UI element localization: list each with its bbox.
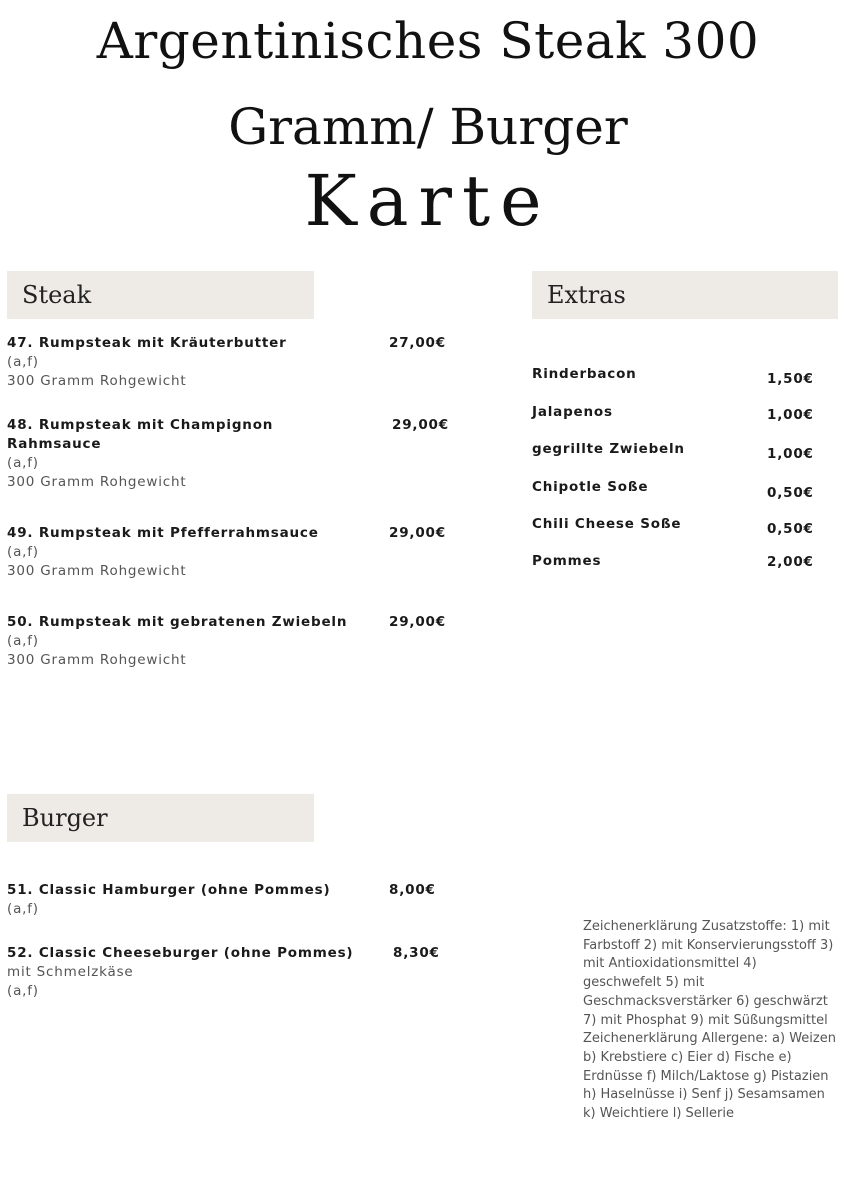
extra-name: Rinderbacon — [532, 366, 637, 382]
extra-price: 0,50€ — [767, 521, 814, 537]
menu-title-line-3: Karte — [304, 160, 552, 242]
legend — [583, 918, 838, 1124]
extra-item-gegrillte-zwiebeln — [532, 441, 832, 461]
burger-section-header: Burger — [7, 794, 314, 842]
item-allergens: (a,f) — [7, 354, 39, 370]
item-price: 29,00€ — [389, 614, 446, 630]
item-name: 48. Rumpsteak mit Champignon Rahmsauce — [7, 417, 274, 452]
item-price: 27,00€ — [389, 335, 446, 351]
extras-section-header: Extras — [532, 271, 838, 319]
extra-price: 1,00€ — [767, 407, 814, 423]
item-price: 29,00€ — [392, 417, 449, 433]
extra-price: 1,00€ — [767, 446, 814, 462]
item-allergens: (a,f) — [7, 544, 39, 560]
menu-title-line-2: Gramm/ Burger — [228, 98, 628, 156]
item-note: 300 Gramm Rohgewicht — [7, 652, 187, 668]
extra-name: gegrillte Zwiebeln — [532, 441, 685, 457]
item-name: 49. Rumpsteak mit Pfefferrahmsauce — [7, 525, 319, 541]
menu-item-51 — [7, 881, 457, 919]
item-name: 52. Classic Cheeseburger (ohne Pommes) — [7, 945, 354, 961]
item-name: 47. Rumpsteak mit Kräuterbutter — [7, 335, 287, 351]
item-allergens: (a,f) — [7, 983, 39, 999]
steak-section-header: Steak — [7, 271, 314, 319]
item-allergens: (a,f) — [7, 455, 39, 471]
menu-item-47 — [7, 334, 457, 391]
extra-price: 2,00€ — [767, 554, 814, 570]
item-allergens: (a,f) — [7, 901, 39, 917]
extra-price: 0,50€ — [767, 485, 814, 501]
item-price: 29,00€ — [389, 525, 446, 541]
menu-item-48 — [7, 416, 457, 492]
extra-item-rinderbacon — [532, 366, 832, 386]
item-price: 8,30€ — [393, 945, 440, 961]
extra-name: Jalapenos — [532, 404, 613, 420]
menu-item-52 — [7, 944, 457, 1001]
item-note: 300 Gramm Rohgewicht — [7, 373, 187, 389]
menu-item-50 — [7, 613, 457, 670]
extra-name: Pommes — [532, 553, 602, 569]
menu-item-49 — [7, 524, 457, 581]
item-price: 8,00€ — [389, 882, 436, 898]
item-name: 50. Rumpsteak mit gebratenen Zwiebeln — [7, 614, 348, 630]
extra-item-jalapenos — [532, 404, 832, 424]
extra-item-pommes — [532, 553, 832, 573]
legend-allergens: Zeichenerklärung Allergene: a) Weizen b) Krebstiere c) Eier d) Fische e) Erdnüsse f) Milch/Laktose g) Pistazien h) Haselnüsse i) Senf j) Sesamsamen k) Weichtiere l) Sellerie — [583, 1031, 836, 1122]
extra-name: Chipotle Soße — [532, 479, 649, 495]
extra-item-chili-cheese-sosse — [532, 516, 832, 536]
extra-item-chipotle-sosse — [532, 479, 832, 499]
item-note: mit Schmelzkäse — [7, 964, 134, 980]
item-note: 300 Gramm Rohgewicht — [7, 563, 187, 579]
legend-additives: Zeichenerklärung Zusatzstoffe: 1) mit Farbstoff 2) mit Konservierungsstoff 3) mit Antioxidationsmittel 4) geschwefelt 5) mit Geschmacksverstärker 6) geschwärzt 7) mit Phosphat 9) mit Süßungsmittel — [583, 919, 834, 1028]
item-name: 51. Classic Hamburger (ohne Pommes) — [7, 882, 331, 898]
item-allergens: (a,f) — [7, 633, 39, 649]
extra-name: Chili Cheese Soße — [532, 516, 682, 532]
extra-price: 1,50€ — [767, 371, 814, 387]
item-note: 300 Gramm Rohgewicht — [7, 474, 187, 490]
menu-title-line-1: Argentinisches Steak 300 — [96, 12, 760, 70]
